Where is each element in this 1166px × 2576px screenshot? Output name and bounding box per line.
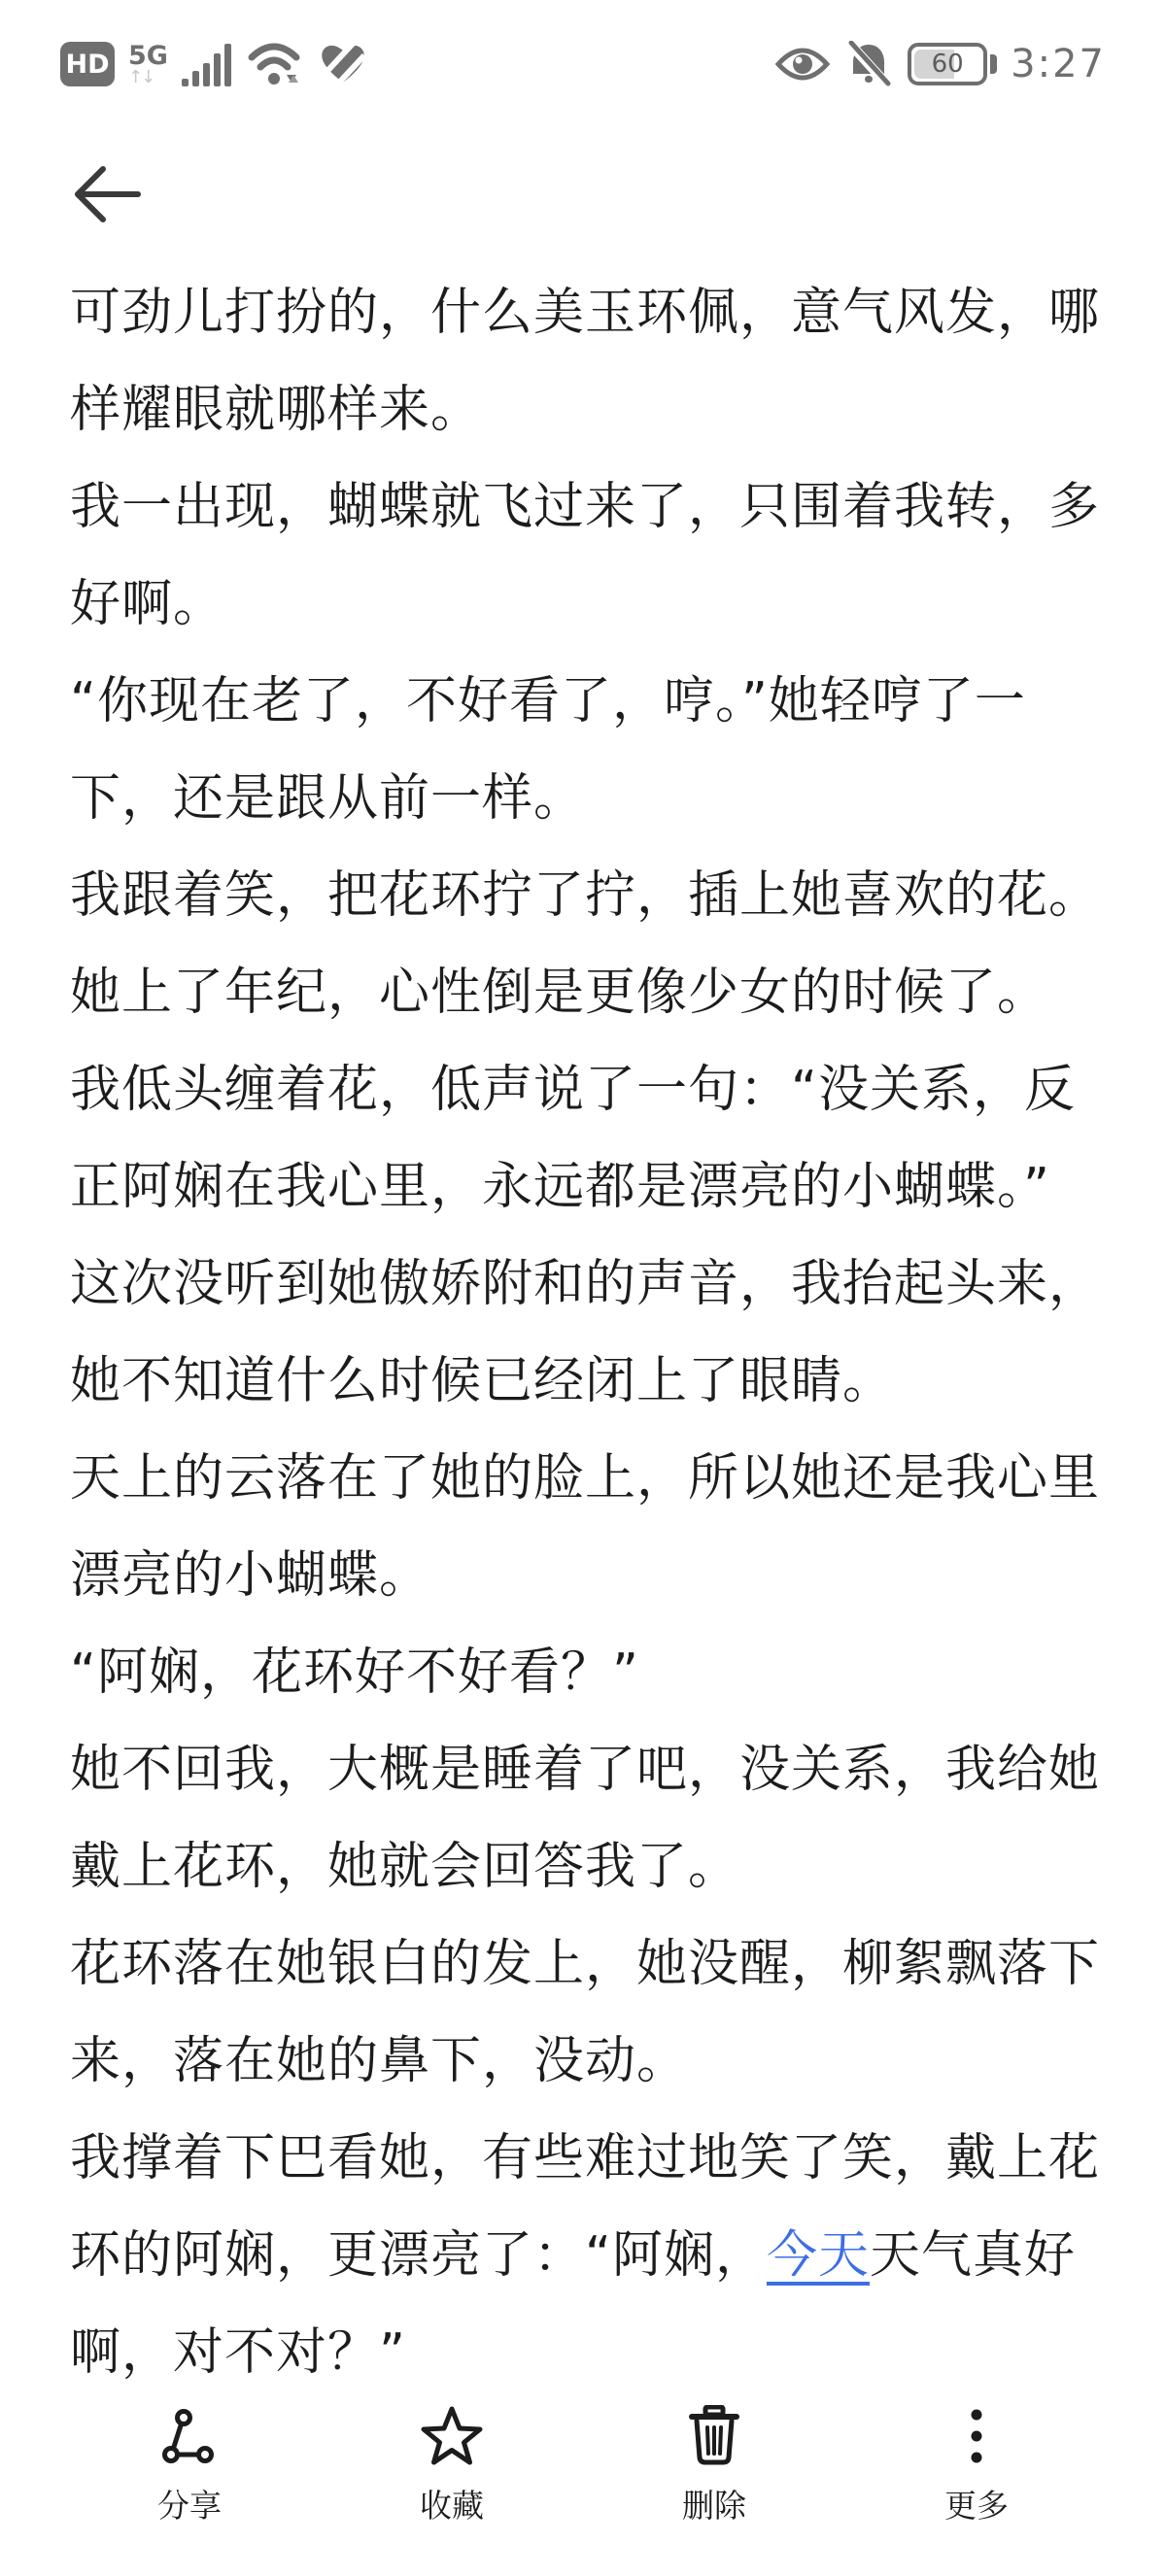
text-line — [70, 1333, 1100, 1430]
text-line — [70, 944, 1100, 1041]
line-text: 花环落在她银白的发上，她没醒，柳絮飘落下 — [70, 1935, 1101, 1993]
text-line — [70, 1721, 1100, 1818]
line-text: 啊，对不对？” — [70, 2323, 406, 2382]
status-bar — [0, 29, 1166, 99]
text-line — [70, 2207, 1100, 2304]
trash-icon — [686, 2407, 742, 2465]
line-text: 天气真好 — [869, 2226, 1076, 2285]
text-line — [70, 361, 1100, 458]
line-text: 正阿娴在我心里，永远都是漂亮的小蝴蝶。” — [70, 1158, 1050, 1216]
back-button[interactable] — [64, 153, 146, 235]
network-type — [128, 40, 168, 87]
line-text: 下，还是跟从前一样。 — [70, 769, 586, 828]
text-line — [70, 1041, 1100, 1138]
text-line — [70, 1430, 1100, 1527]
signal-bars-icon — [182, 42, 234, 86]
text-line — [70, 556, 1100, 653]
text-line — [70, 1138, 1100, 1236]
text-line — [70, 2110, 1100, 2207]
line-text: 好啊。 — [70, 575, 225, 633]
line-text: 她不知道什么时候已经闭上了眼睛。 — [70, 1352, 895, 1410]
line-text: 这次没听到她傲娇附和的声音，我抬起头来， — [70, 1255, 1101, 1313]
hd-badge-icon: HD — [60, 42, 115, 86]
network-arrows-icon: ↑↓ — [128, 66, 154, 87]
text-line — [70, 1624, 1100, 1721]
more-icon — [970, 2407, 983, 2465]
battery-icon — [908, 43, 997, 85]
line-text: 戴上花环，她就会回答我了。 — [70, 1838, 740, 1896]
network-label: 5G — [128, 40, 168, 71]
note-body — [70, 264, 1100, 2401]
more-button[interactable] — [909, 2407, 1045, 2526]
text-line — [70, 264, 1100, 361]
line-text: 来，落在她的鼻下，没动。 — [70, 2032, 689, 2090]
line-text: 我低头缠着花，低声说了一句：“没关系，反 — [70, 1061, 1076, 1119]
eye-comfort-icon — [775, 45, 830, 84]
battery-percent: 60 — [931, 50, 964, 79]
line-text: 漂亮的小蝴蝶。 — [70, 1546, 431, 1605]
line-text: 她不回我，大概是睡着了吧，没关系，我给她 — [70, 1741, 1101, 1799]
line-text: 可劲儿打扮的，什么美玉环佩，意气风发，哪 — [70, 284, 1101, 342]
line-text: “你现在老了，不好看了，哼。”她轻哼了一 — [70, 672, 1026, 730]
text-line — [70, 847, 1100, 944]
text-line — [70, 458, 1100, 556]
line-text: 我跟着笑，把花环拧了拧，插上她喜欢的花。 — [70, 866, 1101, 925]
favorite-label: 收藏 — [420, 2487, 484, 2525]
text-line — [70, 1527, 1100, 1624]
line-text: 天上的云落在了她的脸上，所以她还是我心里 — [70, 1449, 1101, 1508]
health-heart-icon — [320, 42, 366, 86]
text-line — [70, 1818, 1100, 1915]
favorite-button[interactable] — [384, 2407, 520, 2526]
text-line — [70, 1236, 1100, 1333]
bottom-toolbar — [0, 2401, 1166, 2576]
text-line — [70, 653, 1100, 750]
line-text: 我撑着下巴看她，有些难过地笑了笑，戴上花 — [70, 2129, 1101, 2187]
text-line — [70, 1915, 1100, 2013]
line-text: “阿娴，花环好不好看？” — [70, 1644, 639, 1702]
delete-label: 删除 — [682, 2487, 746, 2525]
clock: 3:27 — [1011, 42, 1106, 86]
share-icon — [162, 2407, 217, 2465]
more-label: 更多 — [944, 2487, 1009, 2525]
share-label: 分享 — [157, 2487, 222, 2525]
back-arrow-icon — [66, 160, 144, 228]
text-line — [70, 2013, 1100, 2110]
today-link[interactable]: 今天 — [766, 2226, 870, 2285]
text-line — [70, 750, 1100, 847]
wifi-icon — [248, 40, 306, 88]
line-text: 样耀眼就哪样来。 — [70, 381, 483, 439]
line-text: 她上了年纪，心性倒是更像少女的时候了。 — [70, 964, 1049, 1022]
muted-bell-icon — [843, 41, 894, 87]
line-text: 我一出现，蝴蝶就飞过来了，只围着我转，多 — [70, 478, 1101, 536]
share-button[interactable] — [121, 2407, 257, 2526]
delete-button[interactable] — [646, 2407, 782, 2526]
star-icon — [421, 2407, 483, 2465]
line-text: 环的阿娴，更漂亮了：“阿娴， — [70, 2226, 767, 2285]
text-line — [70, 2304, 1100, 2401]
